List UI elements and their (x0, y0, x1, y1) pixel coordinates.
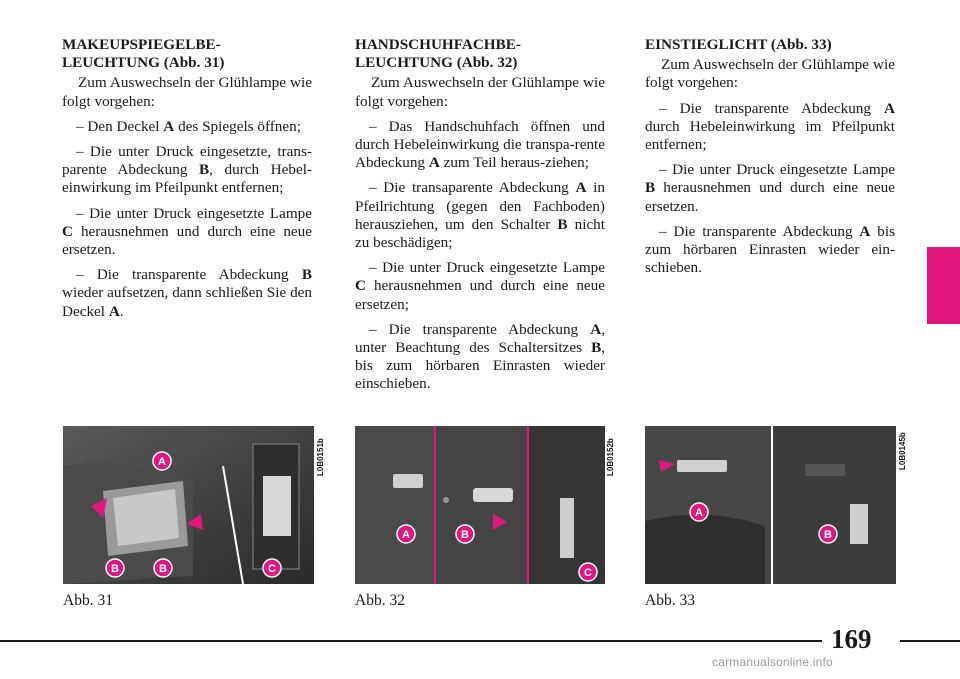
paragraph: – Die transparente Abdeckung B wieder aufsetzen, dann schließen Sie den Deckel A. (62, 266, 312, 320)
text-column-1 (62, 36, 312, 328)
text-column-3 (645, 36, 895, 284)
part-letter: C (355, 277, 366, 295)
figure-code: L0B0152b (606, 438, 615, 476)
part-letter: A (428, 154, 440, 172)
section-tab-marker (927, 247, 960, 324)
part-letter: A (575, 179, 587, 197)
part-letter: B (557, 215, 568, 233)
figure-label: A (695, 507, 703, 519)
text-column-2 (355, 36, 605, 401)
part-letter: A (108, 302, 120, 320)
footer-watermark: carmanualsonline.info (712, 655, 833, 669)
part-letter: B (301, 266, 312, 284)
figure-code: L0B0145b (898, 432, 907, 470)
figure-label: B (111, 563, 119, 575)
section-heading (62, 36, 312, 72)
figure-31-image (63, 426, 314, 584)
part-letter: B (591, 339, 602, 357)
part-letter: A (884, 99, 895, 117)
figure-label: B (159, 563, 167, 575)
paragraph: – Die transparente Abdeckung A, unter Beachtung des Schaltersitzes B, bis zum hörbaren Einrasten wieder einschieben. (355, 320, 605, 393)
figure-code: L0B0151b (316, 438, 325, 476)
paragraph: – Das Handschuhfach öffnen und durch Hebeleinwirkung die transpa-rente Abdeckung A zum Teil heraus-ziehen; (355, 117, 605, 172)
figure-ref: (Abb. 31) (163, 54, 225, 72)
paragraph: Zum Auswechseln der Glühlampe wie folgt vorgehen: (62, 74, 312, 110)
paragraph: – Die unter Druck eingesetzte Lampe C herausnehmen und durch eine neue ersetzen; (355, 259, 605, 313)
figure-label: C (584, 567, 592, 579)
part-letter: A (590, 320, 602, 338)
page-number: 169 (831, 624, 872, 654)
heading-text: HANDSCHUHFACHBE- LEUCHTUNG (355, 36, 521, 72)
paragraph: – Die transparente Abdeckung A bis zum hörbaren Einrasten wieder ein-schieben. (645, 222, 895, 277)
paragraph: – Die transaparente Abdeckung A in Pfeilrichtung (gegen den Fachboden) herausziehen, um den Schalter B nicht zu beschädigen; (355, 179, 605, 252)
paragraph: – Die unter Druck eingesetzte Lampe C herausnehmen und durch eine neue ersetzen. (62, 204, 312, 259)
paragraph: – Die unter Druck eingesetzte Lampe B herausnehmen und durch eine neue ersetzen. (645, 161, 895, 215)
footer-rule (900, 640, 960, 642)
footer-rule (0, 640, 822, 642)
part-letter: B (645, 179, 656, 197)
figure-caption: Abb. 33 (645, 592, 695, 609)
figure-ref: (Abb. 32) (456, 54, 518, 72)
section-heading (355, 36, 605, 72)
figure-label: A (402, 529, 410, 541)
figure-32-image (355, 426, 605, 584)
paragraph: Zum Auswechseln der Glühlampe wie folgt vorgehen: (645, 56, 895, 92)
paragraph: – Die unter Druck eingesetzte, trans-parente Abdeckung B, durch Hebel-einwirkung im Pfeilpunkt entfernen; (62, 143, 312, 197)
part-letter: B (199, 161, 210, 179)
figure-label: C (268, 563, 276, 575)
figure-caption: Abb. 31 (63, 592, 113, 609)
part-letter: A (859, 222, 871, 240)
section-heading (645, 36, 895, 54)
figure-caption: Abb. 32 (355, 592, 405, 609)
heading-text: MAKEUPSPIEGELBE- LEUCHTUNG (62, 36, 221, 72)
figure-ref: (Abb. 33) (770, 36, 832, 53)
heading-text: EINSTIEGLICHT (645, 36, 768, 53)
figure-label: B (461, 529, 469, 541)
paragraph: – Die transparente Abdeckung A durch Hebeleinwirkung im Pfeilpunkt entfernen; (645, 99, 895, 154)
paragraph: – Den Deckel A des Spiegels öffnen; (76, 117, 301, 135)
part-letter: C (62, 222, 73, 240)
figure-33-image (645, 426, 896, 584)
part-letter: A (163, 117, 175, 135)
paragraph: Zum Auswechseln der Glühlampe wie folgt vorgehen: (355, 74, 605, 110)
figure-label: B (824, 529, 832, 541)
figure-label: A (158, 456, 166, 468)
